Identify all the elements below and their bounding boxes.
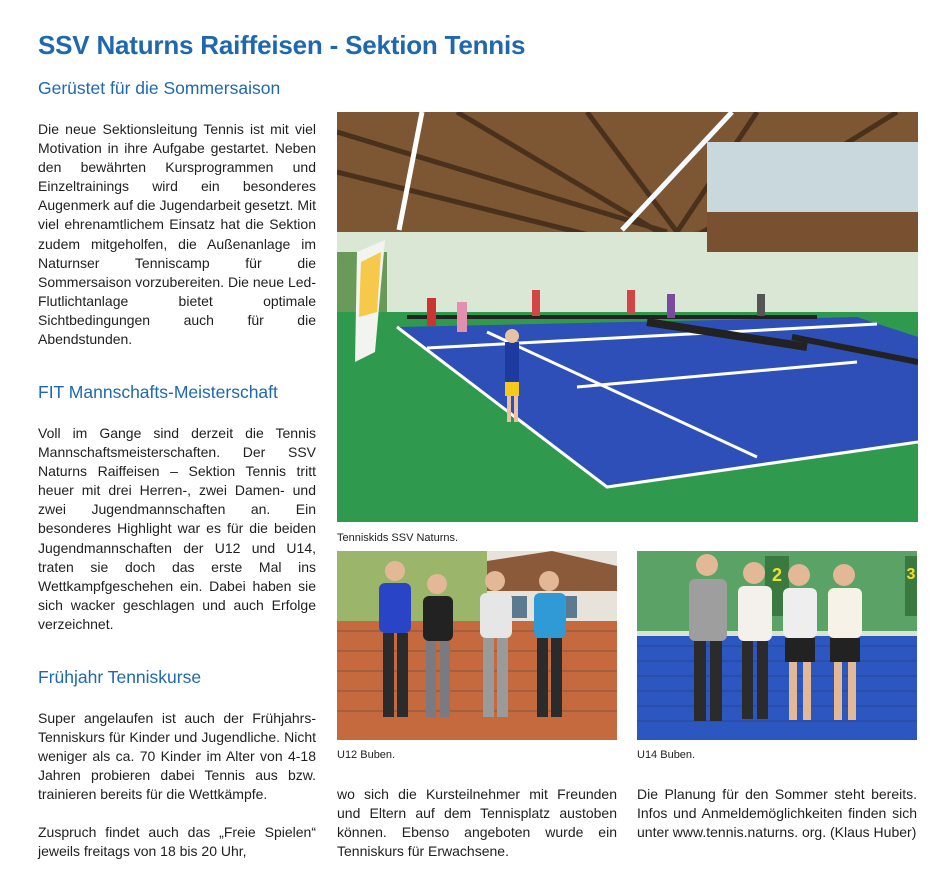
section-heading-meisterschaft: FIT Mannschafts-Meisterschaft <box>38 382 278 402</box>
photo-caption-u12: U12 Buben. <box>337 749 396 761</box>
section-text-meisterschaft: Voll im Gange sind derzeit die Tennis Mannschaftsmeisterschaften. Der SSV Naturns Raiffeisen – Sektion Tennis tritt heuer mit drei Herren-, zwei Damen- und zwei Jugendmannschaften an. Ein besonderes Highlight war es für die beiden Jugendmannschaften der U12 und U14, traten sie doch das erste Mal ins Wettkampfgeschehen ein. Dabei haben sie sich wacker geschlagen und auch Erfolge verzeichnet. <box>38 425 316 632</box>
section-text-tenniskurse-col3: Die Planung für den Sommer steht bereits. Infos und Anmeldemöglichkeiten finden sich unter www.tennis.naturns. org. (Klaus Huber) <box>637 786 917 841</box>
section-text-tenniskurse-col1b: Zuspruch findet auch das „Freie Spielen“ jeweils freitags von 18 bis 20 Uhr, <box>38 824 316 860</box>
photo-caption-hall: Tenniskids SSV Naturns. <box>337 532 459 544</box>
section-text-tenniskurse-col1: Super angelaufen ist auch der Frühjahrs-Tenniskurs für Kinder und Jugendliche. Nicht weniger als ca. 70 Kinder im Alter von 4-18 Jahren probieren dabei Tennis aus bzw. trainieren bereits für die Wettkämpfe. <box>38 710 316 803</box>
section-text-sommersaison: Die neue Sektionsleitung Tennis ist mit viel Motivation in ihre Aufgabe gestartet. Neben den bewährten Kursprogrammen und Einzeltrainings wird ein besonderes Augenmerk auf die Jugendarbeit gesetzt. Mit viel ehrenamtlichem Einsatz hat die Sektion zudem mitgeholfen, die Außenanlage im Naturnser Tenniscamp für die Sommersaison vorzubereiten. Die neue Led-Flutlichtanlage bietet optimale Sichtbedingungen auch für die Abendstunden. <box>38 121 316 348</box>
section-heading-sommersaison: Gerüstet für die Sommersaison <box>38 78 281 98</box>
banner-number-2: 2 <box>771 565 783 585</box>
photo-u14-team <box>637 551 917 740</box>
photo-u12-team <box>337 551 617 740</box>
photo-caption-u14: U14 Buben. <box>637 749 696 761</box>
photo-tennis-hall <box>337 112 918 522</box>
section-text-tenniskurse-col2: wo sich die Kursteilnehmer mit Freunden und Eltern auf dem Tennisplatz austoben können. Ebenso angeboten wurde ein Tenniskurs für Erwachsene. <box>337 786 617 860</box>
section-heading-tenniskurse: Frühjahr Tenniskurse <box>38 667 202 687</box>
banner-number-3: 3 <box>906 566 916 583</box>
article-title: SSV Naturns Raiffeisen - Sektion Tennis <box>38 30 526 60</box>
